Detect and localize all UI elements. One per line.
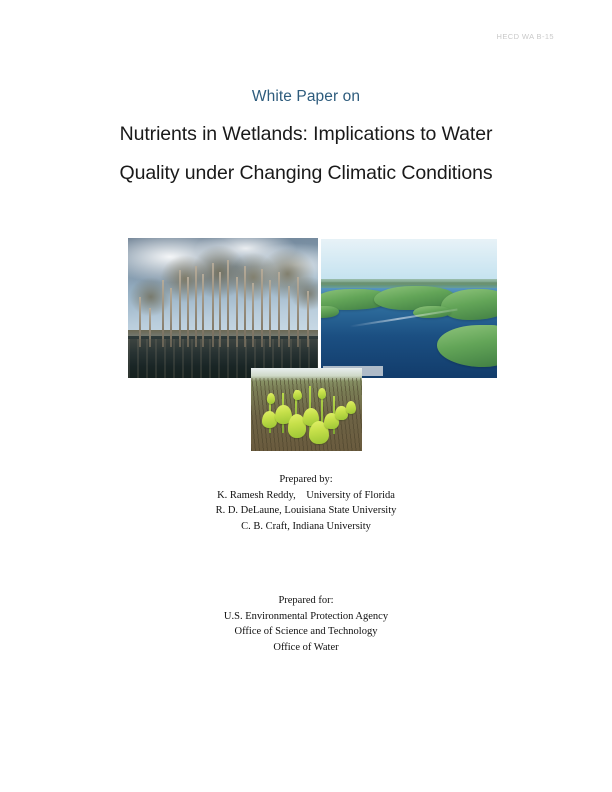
- mangrove-aerial-photo: [321, 239, 497, 378]
- pitcher-plant-photo: [251, 368, 362, 451]
- page-title-line-1: Nutrients in Wetlands: Implications to Water: [119, 122, 493, 145]
- aerial-sky: [321, 239, 497, 282]
- prepared-by-line: C. B. Craft, Indiana University: [241, 520, 371, 532]
- running-header: HECD WA B-15: [496, 32, 554, 41]
- prepared-for-line: Office of Science and Technology: [234, 626, 378, 637]
- prepared-by-block: [56, 472, 556, 534]
- page-title-line-2: Quality under Changing Climatic Conditions: [119, 162, 493, 185]
- cypress-swamp-photo: [128, 238, 318, 378]
- prepared-for-block: [56, 593, 556, 655]
- prepared-by-heading: Prepared by:: [279, 474, 333, 485]
- mangrove-island: [441, 289, 497, 320]
- prepared-by-line: R. D. DeLaune, Louisiana State University: [215, 505, 397, 516]
- prepared-by-line: K. Ramesh Reddy, University of Florida: [217, 489, 395, 501]
- prepared-for-heading: Prepared for:: [278, 595, 334, 606]
- title-kicker: White Paper on: [251, 88, 361, 105]
- prepared-for-line: Office of Water: [273, 641, 339, 653]
- prepared-for-line: U.S. Environmental Protection Agency: [223, 610, 389, 622]
